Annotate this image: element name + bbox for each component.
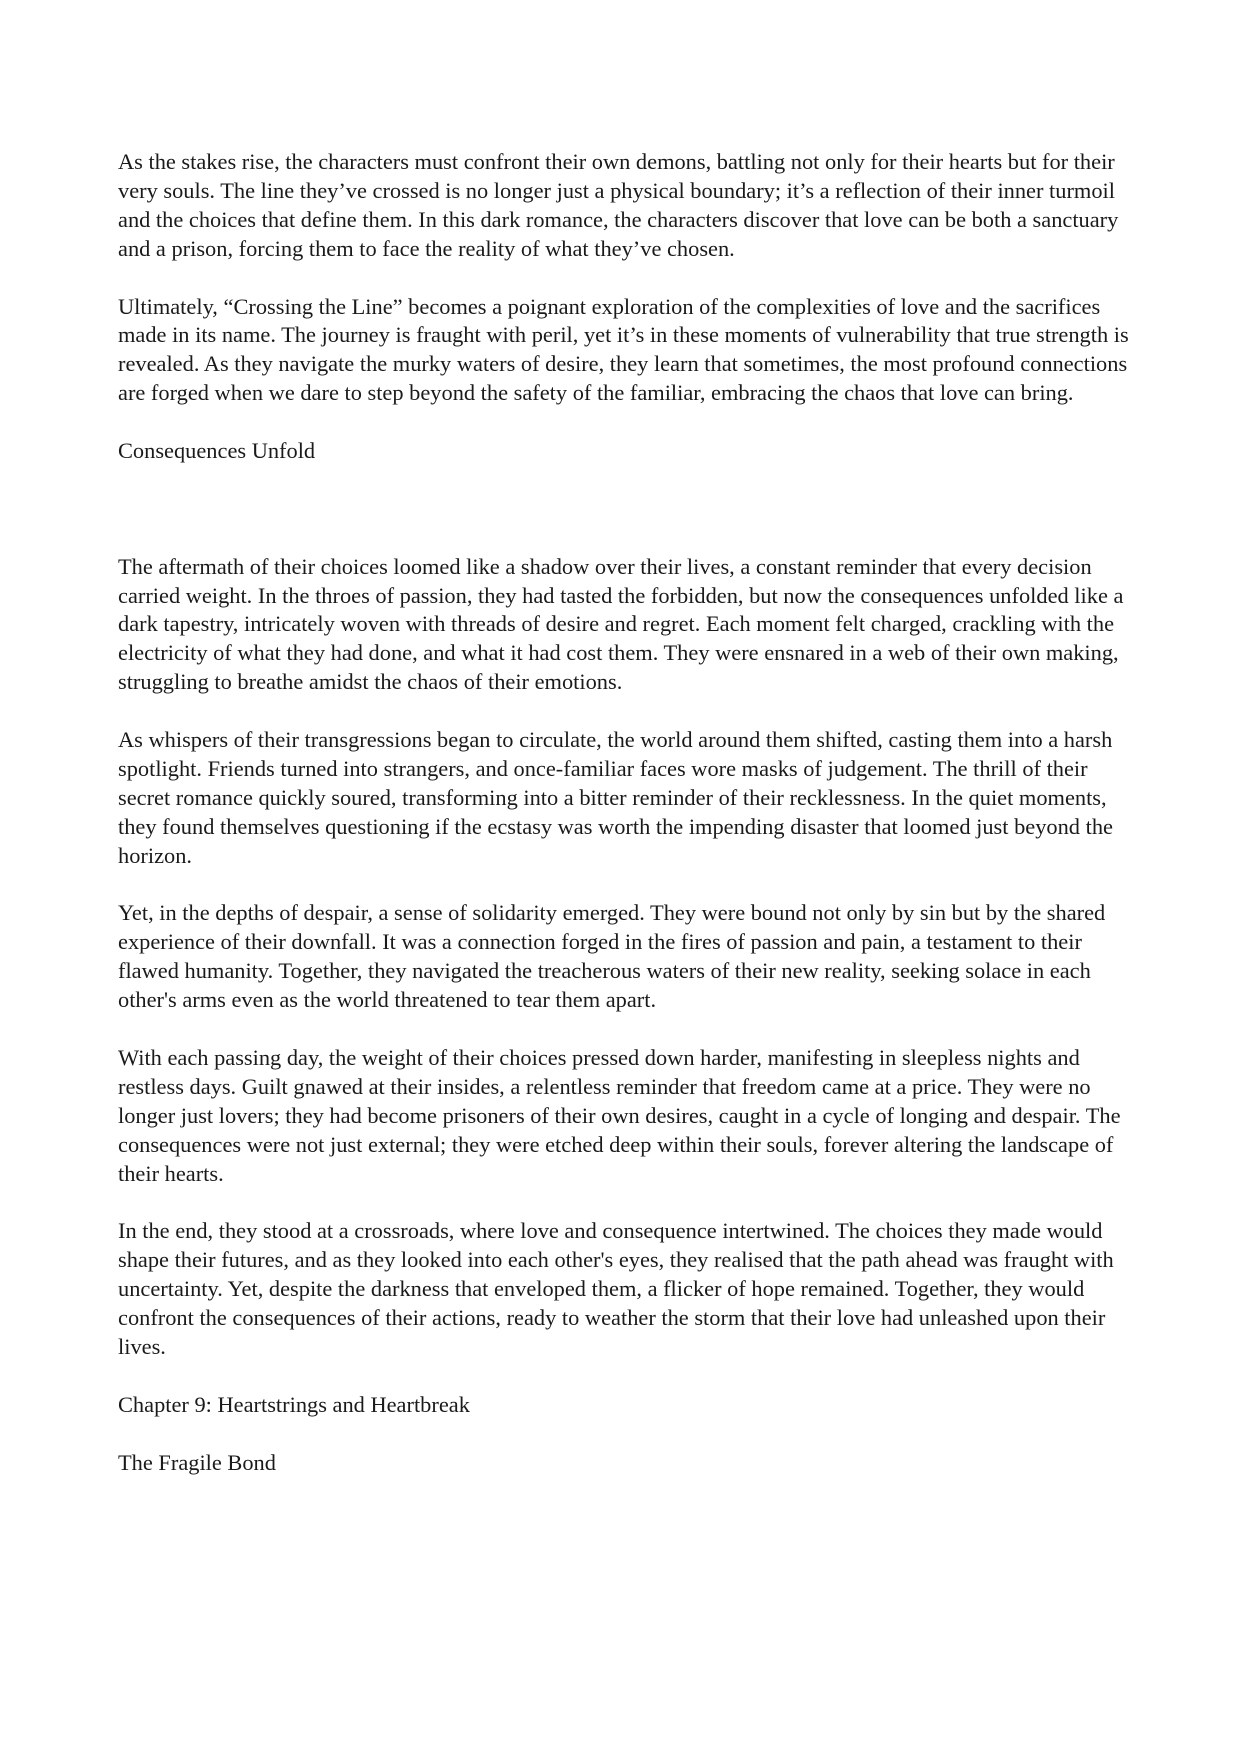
section-heading: The Fragile Bond bbox=[118, 1449, 276, 1475]
paragraph: As the stakes rise, the characters must confront their own demons, battling not only for their hearts but for their very souls. The line they’ve crossed is no longer just a physical boundary; it’s a reflection of their inner turmoil and the choices that define them. In this dark romance, the characters discover that love can be both a sanctuary and a prison, forcing them to face the reality of what they’ve chosen. bbox=[118, 149, 1119, 261]
paragraph: The aftermath of their choices loomed like a shadow over their lives, a constant reminder that every decision carried weight. In the throes of passion, they had tasted the forbidden, but now the consequences unfolded like a dark tapestry, intricately woven with threads of desire and regret. Each moment felt charged, crackling with the electricity of what they had done, and what it had cost them. They were ensnared in a web of their own making, struggling to breathe amidst the chaos of their emotions. bbox=[118, 553, 1124, 695]
paragraph: Yet, in the depths of despair, a sense of solidarity emerged. They were bound not only by sin but by the shared experience of their downfall. It was a connection forged in the fires of passion and pain, a testament to their flawed humanity. Together, they navigated the treacherous waters of their new reality, seeking solace in each other's arms even as the world threatened to tear them apart. bbox=[118, 900, 1106, 1013]
section-heading: Consequences Unfold bbox=[118, 438, 316, 464]
paragraph: In the end, they stood at a crossroads, where love and consequence intertwined. The choices they made would shape their futures, and as they looked into each other's eyes, they realised that the path ahead was fraught with uncertainty. Yet, despite the darkness that enveloped them, a flicker of hope remained. Together, they would confront the consequences of their actions, ready to weather the storm that their love had unleashed upon their lives. bbox=[118, 1218, 1114, 1360]
chapter-heading: Chapter 9: Heartstrings and Heartbreak bbox=[118, 1391, 470, 1417]
paragraph: As whispers of their transgressions began to circulate, the world around them shifted, casting them into a harsh spotlight. Friends turned into strangers, and once-familiar faces wore masks of judgement. The thrill of their secret romance quickly soured, transforming into a bitter reminder of their recklessness. In the quiet moments, they found themselves questioning if the ecstasy was worth the impending disaster that loomed just beyond the horizon. bbox=[118, 727, 1113, 868]
document-body bbox=[118, 148, 1130, 1506]
paragraph: With each passing day, the weight of their choices pressed down harder, manifesting in sleepless nights and restless days. Guilt gnawed at their insides, a relentless reminder that freedom came at a price. They were no longer just lovers; they had become prisoners of their own desires, caught in a cycle of longing and despair. The consequences were not just external; they were etched deep within their souls, forever altering the landscape of their hearts. bbox=[118, 1044, 1121, 1186]
paragraph: Ultimately, “Crossing the Line” becomes a poignant exploration of the complexities of love and the sacrifices made in its name. The journey is fraught with peril, yet it’s in these moments of vulnerability that true strength is revealed. As they navigate the murky waters of desire, they learn that sometimes, the most profound connections are forged when we dare to step beyond the safety of the familiar, embracing the chaos that love can bring. bbox=[118, 293, 1129, 406]
